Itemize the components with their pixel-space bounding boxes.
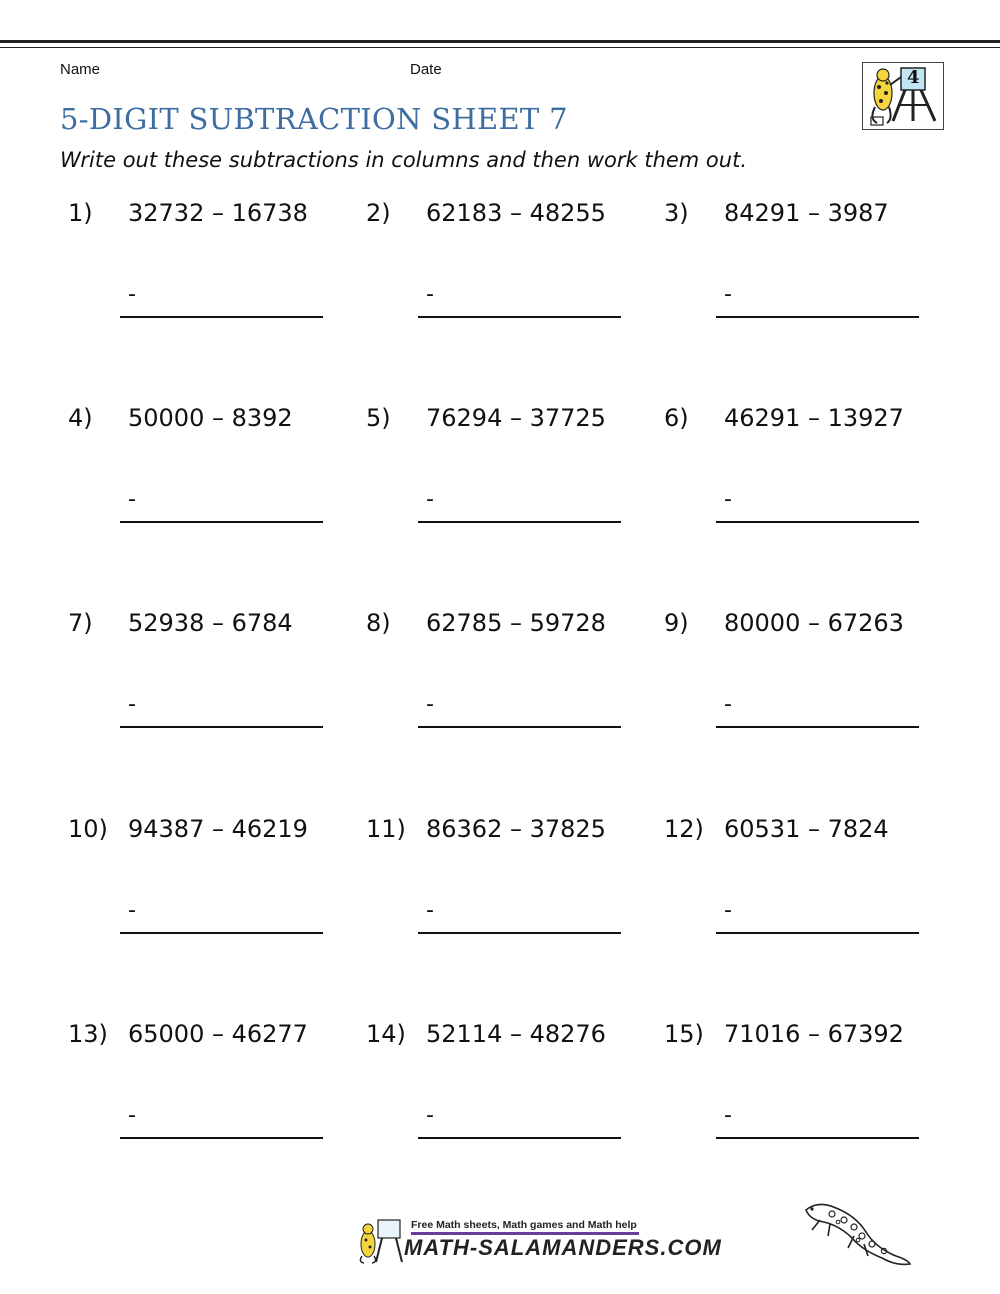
answer-line <box>120 726 323 728</box>
problem-expression: 86362 – 37825 <box>426 815 606 843</box>
problem-14 <box>366 1020 656 1170</box>
answer-line <box>120 1137 323 1139</box>
answer-line <box>716 726 919 728</box>
answer-minus-sign: - <box>128 692 136 717</box>
answer-minus-sign: - <box>724 898 732 923</box>
name-label: Name <box>60 61 101 78</box>
problem-expression: 52114 – 48276 <box>426 1020 606 1048</box>
footer-tagline: Free Math sheets, Math games and Math help <box>411 1219 637 1231</box>
problem-expression: 94387 – 46219 <box>128 815 308 843</box>
problem-13 <box>68 1020 358 1170</box>
grade-badge: 4 <box>907 67 920 88</box>
salamander-easel-icon <box>863 63 943 129</box>
problem-expression: 65000 – 46277 <box>128 1020 308 1048</box>
problem-number: 13) <box>68 1020 108 1048</box>
answer-line <box>418 726 621 728</box>
answer-line <box>120 521 323 523</box>
top-rule-thin <box>0 47 1000 48</box>
answer-line <box>716 521 919 523</box>
instructions: Write out these subtractions in columns and then work them out. <box>60 148 747 172</box>
answer-line <box>120 316 323 318</box>
answer-line <box>716 316 919 318</box>
salamander-icon <box>796 1196 914 1268</box>
footer-logo <box>356 1218 722 1266</box>
problem-number: 4) <box>68 404 93 432</box>
problem-number: 9) <box>664 609 689 637</box>
date-label: Date <box>410 61 442 78</box>
problem-number: 3) <box>664 199 689 227</box>
problem-5 <box>366 404 656 554</box>
problem-expression: 80000 – 67263 <box>724 609 904 637</box>
problem-1 <box>68 199 358 349</box>
problem-number: 2) <box>366 199 391 227</box>
answer-line <box>418 316 621 318</box>
answer-minus-sign: - <box>724 1103 732 1128</box>
answer-minus-sign: - <box>426 692 434 717</box>
answer-minus-sign: - <box>426 282 434 307</box>
problem-expression: 52938 – 6784 <box>128 609 293 637</box>
problem-expression: 76294 – 37725 <box>426 404 606 432</box>
problem-7 <box>68 609 358 759</box>
problem-4 <box>68 404 358 554</box>
problem-expression: 62785 – 59728 <box>426 609 606 637</box>
problem-expression: 71016 – 67392 <box>724 1020 904 1048</box>
problem-15 <box>664 1020 954 1170</box>
answer-minus-sign: - <box>426 1103 434 1128</box>
answer-line <box>418 1137 621 1139</box>
problem-expression: 60531 – 7824 <box>724 815 889 843</box>
problem-number: 14) <box>366 1020 406 1048</box>
problem-11 <box>366 815 656 965</box>
answer-line <box>418 521 621 523</box>
answer-line <box>716 932 919 934</box>
problem-number: 6) <box>664 404 689 432</box>
answer-minus-sign: - <box>128 487 136 512</box>
answer-line <box>120 932 323 934</box>
problem-number: 15) <box>664 1020 704 1048</box>
problem-number: 5) <box>366 404 391 432</box>
problem-6 <box>664 404 954 554</box>
problem-number: 10) <box>68 815 108 843</box>
answer-minus-sign: - <box>128 898 136 923</box>
top-rule <box>0 40 1000 43</box>
problem-number: 12) <box>664 815 704 843</box>
problem-2 <box>366 199 656 349</box>
problem-expression: 62183 – 48255 <box>426 199 606 227</box>
answer-line <box>716 1137 919 1139</box>
problem-9 <box>664 609 954 759</box>
problem-12 <box>664 815 954 965</box>
problem-expression: 46291 – 13927 <box>724 404 904 432</box>
problem-expression: 84291 – 3987 <box>724 199 889 227</box>
problem-8 <box>366 609 656 759</box>
problem-3 <box>664 199 954 349</box>
answer-minus-sign: - <box>724 692 732 717</box>
answer-minus-sign: - <box>128 1103 136 1128</box>
answer-minus-sign: - <box>128 282 136 307</box>
salamander-board-icon <box>356 1218 404 1264</box>
grade-logo <box>862 62 944 130</box>
problem-expression: 32732 – 16738 <box>128 199 308 227</box>
problem-10 <box>68 815 358 965</box>
answer-minus-sign: - <box>426 898 434 923</box>
problem-number: 8) <box>366 609 391 637</box>
problem-number: 11) <box>366 815 406 843</box>
problem-number: 1) <box>68 199 93 227</box>
problem-expression: 50000 – 8392 <box>128 404 293 432</box>
worksheet-title: 5-DIGIT SUBTRACTION SHEET 7 <box>60 102 568 136</box>
footer-site-name: MATH-SALAMANDERS.COM <box>404 1235 722 1260</box>
problem-number: 7) <box>68 609 93 637</box>
answer-line <box>418 932 621 934</box>
answer-minus-sign: - <box>724 282 732 307</box>
answer-minus-sign: - <box>426 487 434 512</box>
answer-minus-sign: - <box>724 487 732 512</box>
